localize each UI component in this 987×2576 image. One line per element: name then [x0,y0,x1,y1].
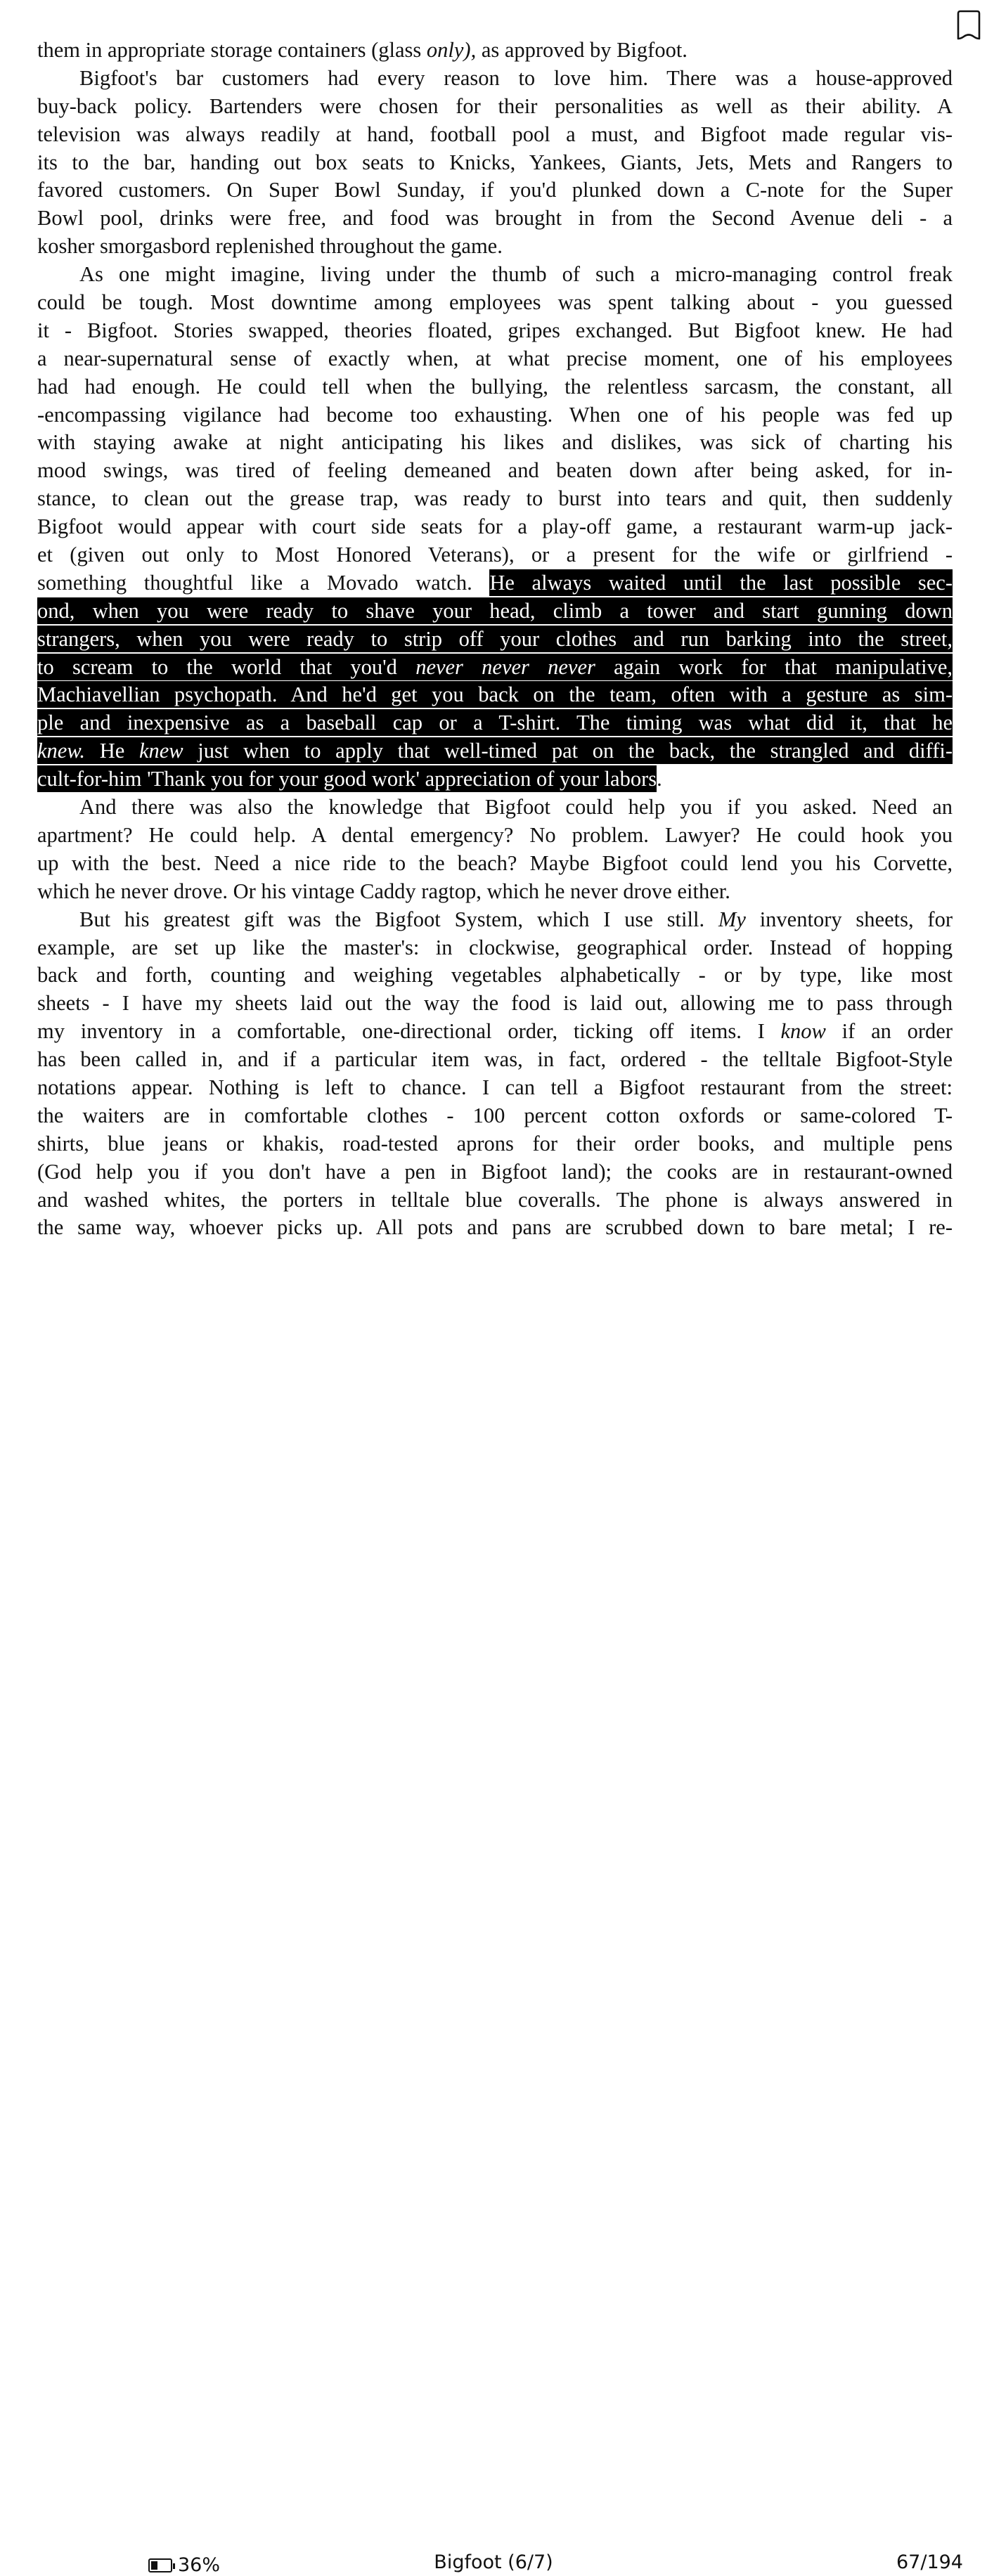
text-line [37,93,953,121]
text-line [37,990,953,1018]
text-line [37,794,953,822]
text-line [37,541,953,569]
text-segment: notations appear. Nothing is left to chance. I can tell a Bigfoot restaurant from the street: [37,1075,953,1099]
text-segment: back and forth, counting and weighing vegetables alphabetically - or by type, like most [37,963,953,988]
text-line [37,457,953,485]
text-segment: as approved by Bigfoot. [476,38,688,62]
text-line [37,149,953,177]
highlighted-text[interactable]: never never never [415,654,595,679]
text-segment: know [780,1019,826,1044]
text-line [37,822,953,850]
text-segment: which he never drove. Or his vintage Caddy ragtop, which he never drove either. [37,879,730,903]
text-segment: et (given out only to Most Honored Veterans), or a present for the wife or girlfriend - [37,543,953,567]
highlighted-text[interactable]: He [85,739,139,763]
text-segment: (God help you if you don't have a pen in Bigfoot land); the cooks are in restaurant-owned [37,1159,953,1184]
text-segment: had had enough. He could tell when the bullying, the relentless sarcasm, the constant, all [37,374,953,399]
text-line [37,205,953,233]
text-line [37,65,953,93]
text-line [37,345,953,373]
text-segment: if an order [825,1019,953,1044]
text-segment: favored customers. On Super Bowl Sunday, if you'd plunked down a C-note for the Super [37,178,953,202]
text-segment: its to the bar, handing out box seats to Knicks, Yankees, Giants, Jets, Mets and Rangers to [37,150,953,174]
text-segment: And there was also the knowledge that Bigfoot could help you if you asked. Need an [79,795,953,820]
highlighted-text[interactable]: to scream to the world that you'd [37,654,416,679]
text-line [37,261,953,289]
text-line [37,1214,953,1242]
highlighted-text[interactable]: just when to apply that well-timed pat on the back, the strangled and diffi- [183,739,953,763]
highlighted-text[interactable]: strangers, when you were ready to strip off your clothes and run barking into the street, [37,626,953,651]
text-line [37,878,953,906]
text-line [37,121,953,149]
text-line [37,737,953,765]
text-line [37,681,953,709]
highlighted-text[interactable]: Machiavellian psychopath. And he'd get you back on the team, often with a gesture as sim- [37,682,953,707]
text-line [37,709,953,737]
text-line [37,654,953,682]
text-line [37,485,953,513]
text-line [37,1046,953,1074]
text-line [37,37,953,65]
text-line [37,513,953,541]
text-segment: up with the best. Need a nice ride to the beach? Maybe Bigfoot could lend you his Corvette, [37,850,953,875]
highlighted-text[interactable]: He always waited until the last possible sec- [489,570,953,595]
text-segment: it - Bigfoot. Stories swapped, theories floated, gripes exchanged. But Bigfoot knew. He had [37,318,953,342]
text-segment: the waiters are in comfortable clothes - 100 percent cotton oxfords or same-colored T- [37,1103,953,1127]
text-segment: Bowl pool, drinks were free, and food was brought in from the Second Avenue deli - a [37,206,953,231]
text-segment: buy-back policy. Bartenders were chosen for their personalities as well as their ability. A [37,93,953,118]
text-segment: shirts, blue jeans or khakis, road-tested aprons for their order books, and multiple pens [37,1131,953,1156]
text-segment: stance, to clean out the grease trap, was ready to burst into tears and quit, then suddenly [37,486,953,511]
text-line [37,1158,953,1186]
text-line [37,1074,953,1102]
text-segment: the same way, whoever picks up. All pots and pans are scrubbed down to bare metal; I re- [37,1215,953,1240]
text-line [37,962,953,990]
text-segment: something thoughtful like a Movado watch. [37,570,490,595]
page-number[interactable]: 67/194 [896,2551,963,2573]
chapter-title-text: Bigfoot (6/7) [434,2551,553,2573]
text-line [37,934,953,962]
text-line [37,401,953,429]
highlighted-text[interactable]: knew [138,739,183,763]
text-segment: My [718,907,746,931]
text-segment: a near-supernatural sense of exactly when, at what precise moment, one of his employees [37,346,953,370]
text-segment: Bigfoot would appear with court side seats for a play-off game, a restaurant warm-up jack- [37,514,953,539]
text-segment: But his greatest gift was the Bigfoot System, which I use still. [79,907,718,931]
text-line [37,765,953,794]
text-segment: and washed whites, the porters in telltale blue coveralls. The phone is always answered in [37,1187,953,1212]
bookmark-icon [957,10,981,41]
text-line [37,289,953,317]
text-line [37,626,953,654]
highlighted-text[interactable]: again work for that manipulative, [595,654,953,679]
bookmark-button[interactable] [957,10,981,41]
text-segment: only), [426,38,477,62]
text-segment: As one might imagine, living under the thumb of such a micro-managing control freak [79,262,953,287]
battery-percentage: 36% [178,2554,221,2576]
text-line [37,1102,953,1130]
text-line [37,176,953,205]
text-segment: sheets - I have my sheets laid out the way the food is laid out, allowing me to pass through [37,991,953,1016]
text-line [37,1018,953,1046]
text-line [37,569,953,597]
highlighted-text[interactable]: ple and inexpensive as a baseball cap or a T-shirt. The timing was what did it, that he [37,711,953,735]
highlighted-text[interactable]: knew. [37,739,86,763]
text-segment: my inventory in a comfortable, one-directional order, ticking off items. I [37,1019,781,1044]
text-line [37,317,953,345]
highlighted-text[interactable]: ond, when you were ready to shave your head, climb a tower and start gunning down [37,598,953,623]
text-segment: television was always readily at hand, football pool a must, and Bigfoot made regular vis- [37,122,953,146]
text-line [37,1130,953,1158]
text-line [37,373,953,401]
text-line [37,233,953,261]
highlighted-text[interactable]: cult-for-him 'Thank you for your good work' appreciation of your labors [37,767,657,791]
text-segment: inventory sheets, for [745,907,953,931]
text-segment: has been called in, and if a particular item was, in fact, ordered - the telltale Bigfoot-Style [37,1047,953,1072]
text-line [37,850,953,878]
text-segment: mood swings, was tired of feeling demeaned and beaten down after being asked, for in- [37,458,953,483]
text-segment: kosher smorgasbord replenished throughout the game. [37,234,503,259]
text-segment: -encompassing vigilance had become too exhausting. When one of his people was fed up [37,402,953,427]
page-text[interactable] [37,37,953,1242]
text-segment: apartment? He could help. A dental emergency? No problem. Lawyer? He could hook you [37,822,953,847]
text-segment: them in appropriate storage containers (glass [37,38,427,62]
text-line [37,429,953,457]
text-segment: with staying awake at night anticipating his likes and dislikes, was sick of charting his [37,430,953,455]
text-line [37,597,953,626]
chapter-title[interactable] [0,2551,987,2573]
text-line [37,1186,953,1215]
text-segment: Bigfoot's bar customers had every reason to love him. There was a house-approved [79,65,953,90]
text-segment: could be tough. Most downtime among employees was spent talking about - you guessed [37,290,953,315]
status-footer [0,1274,987,2576]
text-segment: example, are set up like the master's: in clockwise, geographical order. Instead of hopping [37,935,953,959]
text-segment: . [657,767,662,791]
text-line [37,906,953,934]
